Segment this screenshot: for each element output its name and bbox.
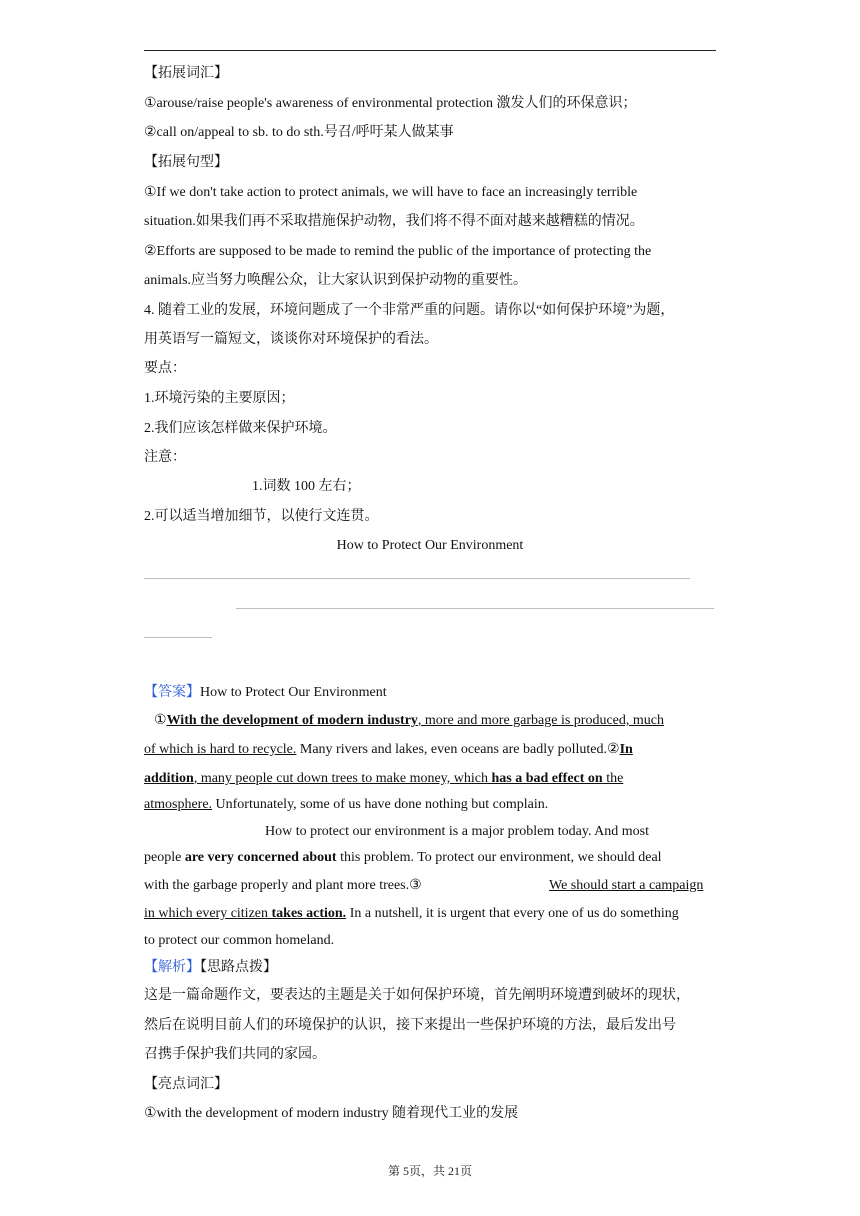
marker-2: ② xyxy=(607,742,620,757)
text: Unfortunately, some of us have done nothing but complain. xyxy=(212,797,549,812)
phrase-bold: has a bad effect on xyxy=(491,771,603,786)
text: Many rivers and lakes, even oceans are badly polluted. xyxy=(296,742,608,757)
question-line-1: 4. 随着工业的发展，环境问题成了一个非常严重的问题。请你以“如何保护环境”为题， xyxy=(144,303,675,318)
analysis-line-2: 然后在说明目前人们的环境保护的认识，接下来提出一些保护环境的方法，最后发出号 xyxy=(144,1018,676,1033)
notes-label: 注意： xyxy=(144,450,186,465)
sentence-2-line-2: animals.应当努力唤醒公众，让大家认识到保护动物的重要性。 xyxy=(144,273,528,288)
highlight-item-1: ①with the development of modern industry 随着现代工业的发展 xyxy=(144,1106,519,1121)
answer-title: How to Protect Our Environment xyxy=(200,685,387,700)
phrase-bold: In xyxy=(619,742,633,757)
phrase-bold: addition xyxy=(144,771,194,786)
point-2: 2.我们应该怎样做来保护环境。 xyxy=(144,421,337,436)
answer-p1-line-1 xyxy=(154,711,664,731)
text-underlined: of which is hard to recycle. xyxy=(144,742,297,757)
vocab-heading: 【拓展词汇】 xyxy=(144,65,228,81)
sentence-2-line-1: ②Efforts are supposed to be made to remind the public of the importance of protecting the xyxy=(144,244,652,259)
answer-p2-line-2 xyxy=(144,848,662,868)
text: this problem. To protect our environment, we should deal xyxy=(336,850,662,865)
analysis-label: 【解析】 xyxy=(144,959,200,975)
answer-blank-line-1 xyxy=(144,578,690,579)
marker-1: ① xyxy=(154,713,167,728)
analysis-sub-heading: 【思路点拨】 xyxy=(200,959,277,975)
text-underlined: , more and more garbage is produced, much xyxy=(417,713,665,728)
point-1: 1.环境污染的主要原因； xyxy=(144,391,295,406)
sentence-1-line-2: situation.如果我们再不采取措施保护动物，我们将不得不面对越来越糟糕的情况。 xyxy=(144,214,644,229)
text-underlined: atmosphere. xyxy=(144,797,213,812)
analysis-line-1: 这是一篇命题作文，要表达的主题是关于如何保护环境，首先阐明环境遭到破坏的现状， xyxy=(144,988,690,1003)
answer-p1-line-2 xyxy=(144,740,633,760)
answer-p2-line-1: How to protect our environment is a major problem today. And most xyxy=(265,824,650,839)
points-label: 要点： xyxy=(144,361,186,376)
answer-p2-line-3 xyxy=(144,876,422,896)
answer-p2-line-4 xyxy=(144,904,679,924)
analysis-line-3: 召携手保护我们共同的家园。 xyxy=(144,1047,326,1062)
answer-header xyxy=(144,682,387,703)
note-2: 2.可以适当增加细节，以使行文连贯。 xyxy=(144,509,379,524)
answer-p2-line-3-right: We should start a campaign xyxy=(549,878,704,893)
header-rule xyxy=(144,50,716,51)
vocab-item-2: ②call on/appeal to sb. to do sth.号召/呼吁某人做某事 xyxy=(144,125,454,140)
sentences-heading: 【拓展句型】 xyxy=(144,154,228,170)
text: In a nutshell, it is urgent that every one of us do something xyxy=(346,906,679,921)
vocab-item-1: ①arouse/raise people's awareness of environmental protection 激发人们的环保意识； xyxy=(144,96,637,111)
phrase-bold: are very concerned about xyxy=(184,850,337,865)
page-number: 第 5页，共 21页 xyxy=(387,1164,472,1178)
answer-p1-line-3 xyxy=(144,769,623,789)
note-1: 1.词数 100 左右； xyxy=(252,479,361,494)
analysis-header xyxy=(144,957,277,977)
text: with the garbage properly and plant more trees. xyxy=(144,878,410,893)
text-underlined: , many people cut down trees to make money, which xyxy=(193,771,492,786)
answer-blank-line-2 xyxy=(236,608,714,609)
sentence-1-line-1: ①If we don't take action to protect animals, we will have to face an increasingly terrible xyxy=(144,185,638,200)
answer-p2-line-5: to protect our common homeland. xyxy=(144,933,335,948)
phrase-bold: takes action. xyxy=(271,906,347,921)
text-underlined: the xyxy=(602,771,624,786)
answer-label: 【答案】 xyxy=(144,684,200,700)
text: people xyxy=(144,850,185,865)
essay-title: How to Protect Our Environment xyxy=(336,538,524,553)
question-line-2: 用英语写一篇短文，谈谈你对环境保护的看法。 xyxy=(144,332,438,347)
answer-blank-line-3 xyxy=(144,637,212,638)
text-underlined: in which every citizen xyxy=(144,906,272,921)
marker-3: ③ xyxy=(409,878,422,893)
answer-p1-line-4 xyxy=(144,795,548,815)
phrase-bold: With the development of modern industry xyxy=(166,713,418,728)
highlight-heading: 【亮点词汇】 xyxy=(144,1076,228,1092)
